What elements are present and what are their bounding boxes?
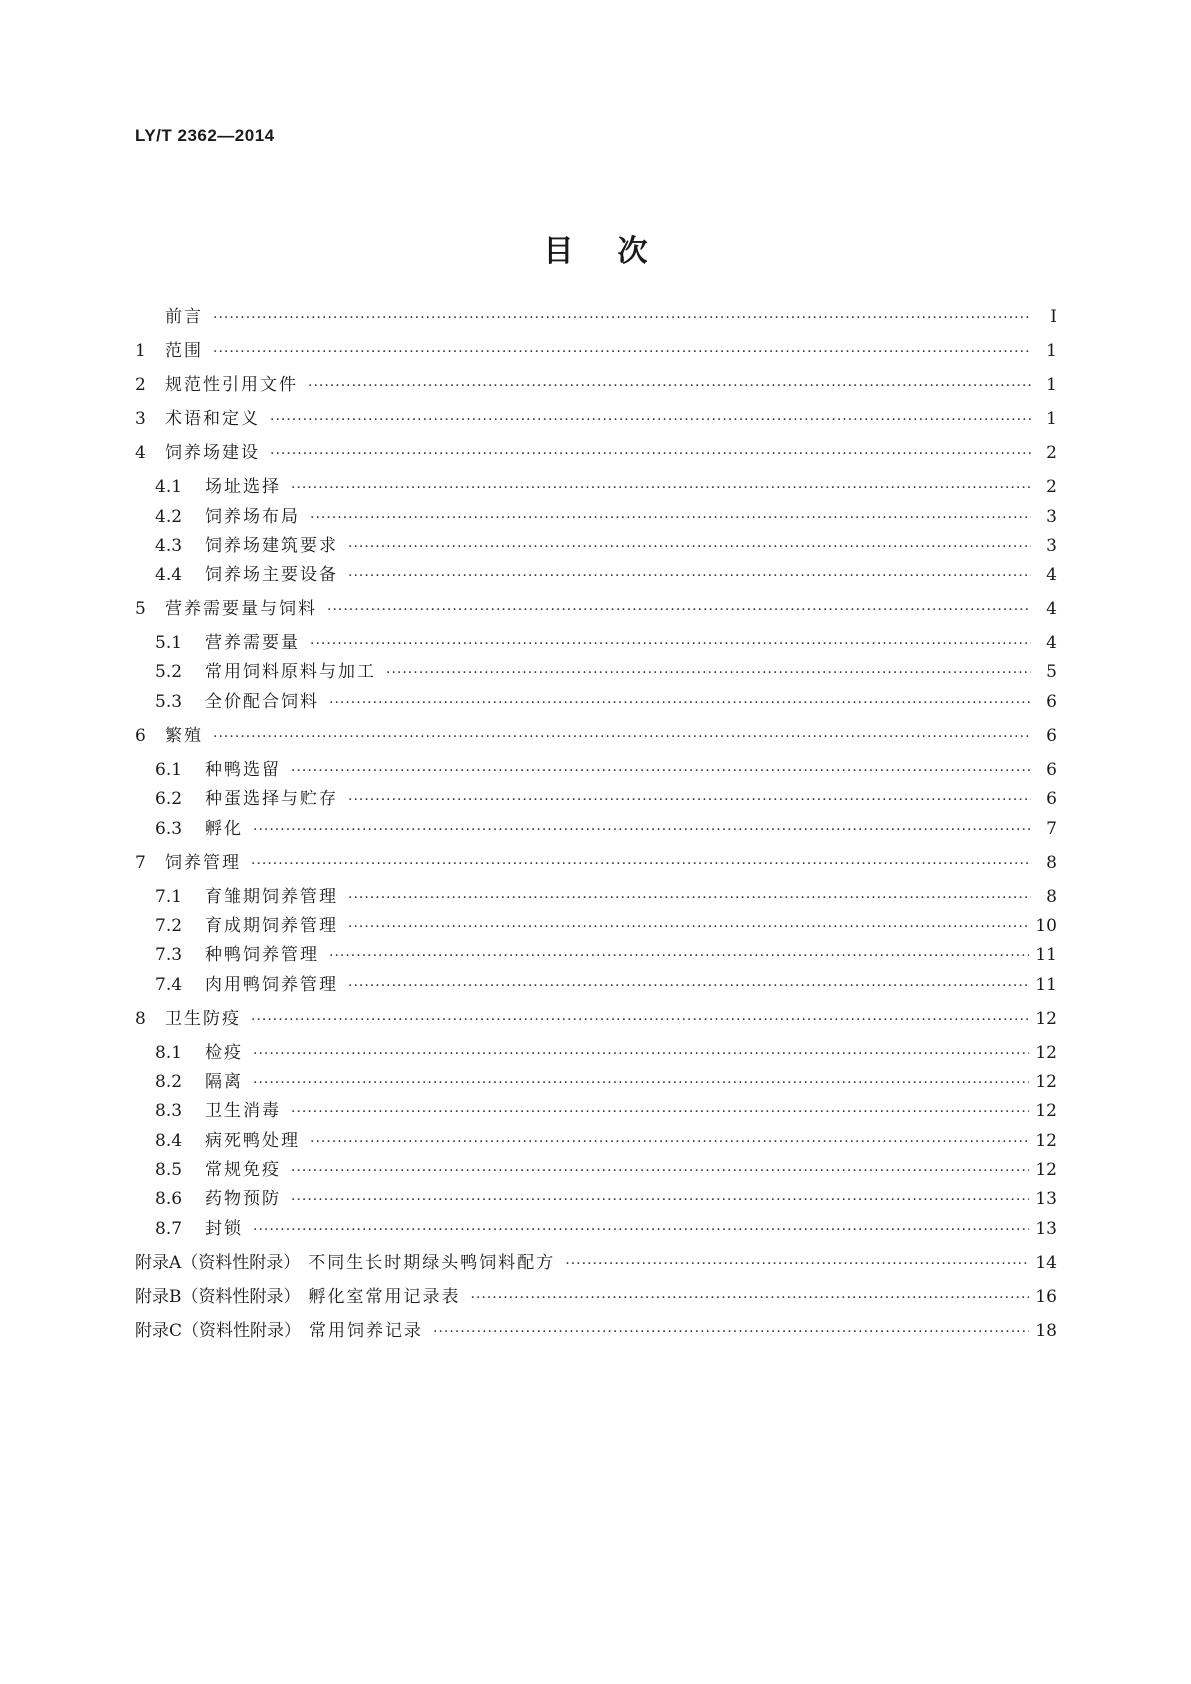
toc-entry-number: 6.1	[155, 760, 183, 780]
toc-entry-title: 种蛋选择与贮存	[205, 789, 338, 809]
toc-dot-leader	[213, 305, 1031, 331]
toc-entry-title: 封锁	[205, 1219, 243, 1239]
toc-dot-leader	[565, 1251, 1029, 1277]
toc-entry-number: 6	[135, 726, 146, 746]
toc-dot-leader	[291, 1099, 1029, 1125]
toc-dot-leader	[213, 339, 1031, 365]
toc-entry[interactable]	[135, 1157, 1057, 1183]
toc-entry-title: 常规免疫	[205, 1160, 281, 1180]
toc-page-number: 12	[1035, 1043, 1057, 1063]
toc-entry-title: 饲养场建筑要求	[205, 536, 338, 556]
toc-entry-title: 规范性引用文件	[165, 375, 298, 395]
toc-entry[interactable]	[135, 406, 1057, 432]
toc-entry[interactable]	[135, 816, 1057, 842]
toc-page-number: 1	[1046, 375, 1057, 395]
toc-page-number: 4	[1046, 599, 1057, 619]
toc-dot-leader	[253, 817, 1031, 843]
toc-entry-title: 肉用鸭饲养管理	[205, 975, 338, 995]
toc-page-number: 12	[1035, 1009, 1057, 1029]
toc-entry-title: 卫生消毒	[205, 1101, 281, 1121]
toc-entry-title: 术语和定义	[165, 409, 260, 429]
toc-dot-leader	[253, 1217, 1029, 1243]
toc-entry-number: 5.2	[155, 662, 183, 682]
toc-page-number: 2	[1046, 477, 1057, 497]
toc-entry-title: 常用饲养记录	[309, 1321, 424, 1341]
toc-page-number: 13	[1035, 1189, 1057, 1209]
toc-dot-leader	[433, 1319, 1029, 1345]
toc-page-number: 4	[1046, 633, 1057, 653]
toc-entry-title: 饲养场布局	[205, 507, 300, 527]
toc-page-number: 1	[1046, 409, 1057, 429]
toc-entry[interactable]	[135, 1318, 1057, 1344]
page-title: 目次	[543, 234, 692, 269]
toc-entry-number: 8	[135, 1009, 146, 1029]
toc-entry-title: 场址选择	[205, 477, 281, 497]
toc-entry-title: 前言	[165, 307, 203, 327]
toc-dot-leader	[471, 1285, 1030, 1311]
toc-dot-leader	[348, 973, 1029, 999]
toc-entry-number: 4.1	[155, 477, 183, 497]
toc-dot-leader	[291, 758, 1031, 784]
toc-entry-number: 附录A（资料性附录）	[135, 1253, 301, 1273]
toc-entry[interactable]	[135, 1040, 1057, 1066]
toc-page-number: 6	[1046, 760, 1057, 780]
toc-entry-title: 育成期饲养管理	[205, 916, 338, 936]
toc-entry-number: 7	[135, 853, 146, 873]
toc-page-number: 6	[1046, 692, 1057, 712]
toc-page-number: 3	[1046, 507, 1057, 527]
toc-entry-title: 育雏期饲养管理	[205, 887, 338, 907]
toc-page-number: 6	[1046, 789, 1057, 809]
toc-entry[interactable]	[135, 562, 1057, 588]
toc-entry-number: 8.1	[155, 1043, 183, 1063]
toc-entry[interactable]	[135, 630, 1057, 656]
toc-entry-title: 饲养管理	[165, 853, 241, 873]
toc-entry-number: 附录C（资料性附录）	[135, 1321, 302, 1341]
toc-page-number: 16	[1035, 1287, 1057, 1307]
toc-entry[interactable]	[135, 1006, 1057, 1032]
toc-entry-number: 1	[135, 341, 146, 361]
toc-entry[interactable]	[135, 757, 1057, 783]
toc-entry-number: 2	[135, 375, 146, 395]
toc-entry[interactable]	[135, 440, 1057, 466]
toc-dot-leader	[213, 724, 1031, 750]
toc-entry-number: 4.4	[155, 565, 183, 585]
toc-dot-leader	[348, 534, 1031, 560]
toc-dot-leader	[253, 1041, 1029, 1067]
toc-dot-leader	[348, 914, 1029, 940]
toc-entry-title: 不同生长时期绿头鸭饲料配方	[308, 1253, 556, 1273]
toc-dot-leader	[329, 943, 1029, 969]
toc-entry-number: 3	[135, 409, 146, 429]
toc-dot-leader	[348, 787, 1031, 813]
toc-entry[interactable]	[135, 1069, 1057, 1095]
toc-page-number: 14	[1035, 1253, 1057, 1273]
toc-page-number: Ⅰ	[1050, 307, 1057, 327]
toc-dot-leader	[251, 851, 1031, 877]
toc-entry-title: 卫生防疫	[165, 1009, 241, 1029]
toc-entry-number: 8.6	[155, 1189, 183, 1209]
toc-entry[interactable]	[135, 1098, 1057, 1124]
toc-entry[interactable]	[135, 474, 1057, 500]
toc-page-number: 10	[1035, 916, 1057, 936]
toc-page-number: 1	[1046, 341, 1057, 361]
toc-entry-title: 种鸭饲养管理	[205, 945, 319, 965]
toc-entry[interactable]	[135, 689, 1057, 715]
toc-entry[interactable]	[135, 1186, 1057, 1212]
toc-entry[interactable]	[135, 884, 1057, 910]
toc-dot-leader	[329, 690, 1031, 716]
toc-page-number: 8	[1046, 887, 1057, 907]
toc-entry[interactable]	[135, 723, 1057, 749]
toc-dot-leader	[310, 631, 1031, 657]
toc-page-number: 12	[1035, 1101, 1057, 1121]
toc-entry-title: 孵化室常用记录表	[308, 1287, 461, 1307]
toc-dot-leader	[308, 373, 1031, 399]
toc-entry[interactable]	[135, 533, 1057, 559]
toc-entry-title: 孵化	[205, 819, 243, 839]
toc-entry[interactable]	[135, 372, 1057, 398]
toc-entry-title: 范围	[165, 341, 203, 361]
toc-dot-leader	[327, 597, 1031, 623]
toc-dot-leader	[386, 660, 1031, 686]
toc-entry-title: 药物预防	[205, 1189, 281, 1209]
toc-entry-number: 8.3	[155, 1101, 183, 1121]
toc-dot-leader	[348, 563, 1031, 589]
toc-page-number: 5	[1046, 662, 1057, 682]
toc-entry[interactable]	[135, 786, 1057, 812]
toc-entry-title: 检疫	[205, 1043, 243, 1063]
toc-dot-leader	[253, 1070, 1029, 1096]
toc-entry-number: 8.4	[155, 1131, 183, 1151]
toc-page-number: 6	[1046, 726, 1057, 746]
toc-entry-number: 8.5	[155, 1160, 183, 1180]
toc-entry-title: 营养需要量	[205, 633, 300, 653]
toc-entry-number: 5.1	[155, 633, 183, 653]
toc-entry-title: 隔离	[205, 1072, 243, 1092]
toc-page-number: 8	[1046, 853, 1057, 873]
toc-entry[interactable]	[135, 659, 1057, 685]
toc-entry-title: 繁殖	[165, 726, 203, 746]
toc-entry[interactable]	[135, 1284, 1057, 1310]
toc-entry-title: 种鸭选留	[205, 760, 281, 780]
toc-dot-leader	[270, 441, 1031, 467]
toc-entry[interactable]	[135, 1216, 1057, 1242]
toc-entry[interactable]	[135, 850, 1057, 876]
toc-dot-leader	[348, 885, 1031, 911]
toc-entry[interactable]	[135, 972, 1057, 998]
toc-page-number: 13	[1035, 1219, 1057, 1239]
toc-dot-leader	[251, 1007, 1029, 1033]
toc-entry-title: 饲养场主要设备	[205, 565, 338, 585]
toc-entry[interactable]	[135, 1128, 1057, 1154]
toc-entry-number: 6.3	[155, 819, 183, 839]
toc-entry-number: 5.3	[155, 692, 183, 712]
standard-code: LY/T 2362—2014	[135, 126, 275, 145]
toc-entry-number: 5	[135, 599, 146, 619]
toc-entry-number: 7.3	[155, 945, 183, 965]
toc-page-number: 4	[1046, 565, 1057, 585]
toc-entry-number: 8.2	[155, 1072, 183, 1092]
toc-entry-title: 营养需要量与饲料	[165, 599, 317, 619]
toc-entry-number: 4.3	[155, 536, 183, 556]
toc-dot-leader	[291, 1187, 1029, 1213]
toc-dot-leader	[291, 1158, 1029, 1184]
toc-page-number: 11	[1035, 975, 1057, 995]
toc-entry[interactable]	[135, 338, 1057, 364]
toc-page-number: 12	[1035, 1131, 1057, 1151]
toc-entry-number: 7.1	[155, 887, 183, 907]
toc-entry-number: 4.2	[155, 507, 183, 527]
toc-dot-leader	[291, 475, 1031, 501]
toc-dot-leader	[270, 407, 1031, 433]
toc-entry-number: 7.2	[155, 916, 183, 936]
toc-page-number: 18	[1035, 1321, 1057, 1341]
toc-entry-number: 6.2	[155, 789, 183, 809]
toc-entry-title: 病死鸭处理	[205, 1131, 300, 1151]
toc-entry[interactable]	[135, 596, 1057, 622]
toc-entry-number: 8.7	[155, 1219, 183, 1239]
toc-dot-leader	[310, 505, 1031, 531]
toc-page-number: 12	[1035, 1160, 1057, 1180]
toc-page-number: 12	[1035, 1072, 1057, 1092]
toc-page-number: 7	[1046, 819, 1057, 839]
toc-entry-number: 附录B（资料性附录）	[135, 1287, 301, 1307]
toc-entry-number: 4	[135, 443, 146, 463]
toc-entry-title: 饲养场建设	[165, 443, 260, 463]
toc-entry[interactable]	[135, 913, 1057, 939]
toc-entry[interactable]	[135, 1250, 1057, 1276]
toc-entry-title: 全价配合饲料	[205, 692, 319, 712]
toc-entry[interactable]	[135, 942, 1057, 968]
toc-page-number: 2	[1046, 443, 1057, 463]
toc-entry[interactable]	[135, 504, 1057, 530]
toc-entry[interactable]	[135, 304, 1057, 330]
toc-entry-number: 7.4	[155, 975, 183, 995]
toc-entry-title: 常用饲料原料与加工	[205, 662, 376, 682]
toc-dot-leader	[310, 1129, 1029, 1155]
toc-page-number: 3	[1046, 536, 1057, 556]
toc-page-number: 11	[1035, 945, 1057, 965]
